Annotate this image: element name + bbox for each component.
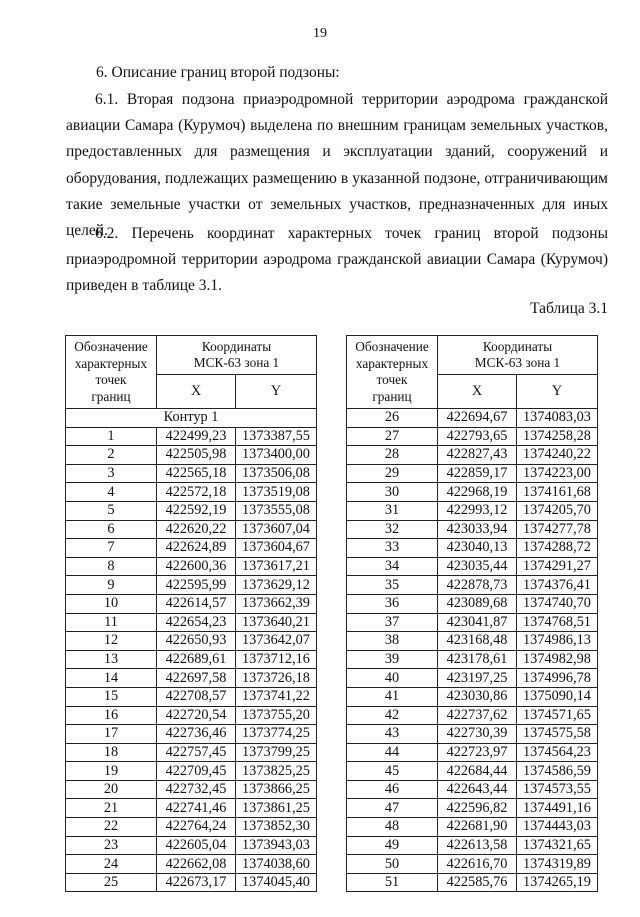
x-coordinate-cell: 423168,48 (438, 632, 517, 651)
table-row (347, 464, 598, 483)
x-coordinate-cell: 422572,18 (157, 483, 236, 502)
table-row (66, 725, 317, 744)
y-coordinate-cell: 1374258,28 (517, 427, 598, 446)
point-number-cell: 27 (347, 427, 438, 446)
point-number-cell: 3 (66, 464, 157, 483)
y-column-header: Y (517, 375, 598, 409)
table-row (66, 855, 317, 874)
x-coordinate-cell: 422624,89 (157, 539, 236, 558)
x-coordinate-cell: 422654,23 (157, 613, 236, 632)
x-coordinate-cell: 422859,17 (438, 464, 517, 483)
y-coordinate-cell: 1375090,14 (517, 687, 598, 706)
x-column-header: X (438, 375, 517, 409)
x-coordinate-cell: 422732,45 (157, 780, 236, 799)
x-coordinate-cell: 422737,62 (438, 706, 517, 725)
y-coordinate-cell: 1374740,70 (517, 594, 598, 613)
table-caption: Таблица 3.1 (530, 300, 608, 317)
table-row (347, 706, 598, 725)
x-coordinate-cell: 422694,67 (438, 409, 517, 428)
point-number-cell: 9 (66, 576, 157, 595)
paragraph-6-1: 6.1. Вторая подзона приаэродромной территории аэродрома гражданской авиации Самара (Курумоч) выделена по внешним границам земельных участков, предоставленных для размещения и эксплуатации зданий, сооружений и оборудования, подлежащих размещению в указанной подзоне, отграничивающим такие земельные участки от земельных участков, предназначенных для иных целей. (66, 91, 608, 240)
coordinates-table-left (65, 335, 317, 892)
x-coordinate-cell: 422614,57 (157, 594, 236, 613)
table-row (347, 855, 598, 874)
point-number-cell: 4 (66, 483, 157, 502)
table-row (347, 818, 598, 837)
point-number-cell: 34 (347, 557, 438, 576)
table-row (66, 650, 317, 669)
y-coordinate-cell: 1374291,27 (517, 557, 598, 576)
y-coordinate-cell: 1374996,78 (517, 669, 598, 688)
point-column-header: Обозначение характерных точек границ (66, 336, 157, 409)
y-coordinate-cell: 1374265,19 (517, 873, 598, 892)
point-number-cell: 39 (347, 650, 438, 669)
y-coordinate-cell: 1373852,30 (236, 818, 317, 837)
table-row (347, 501, 598, 520)
y-coordinate-cell: 1374277,78 (517, 520, 598, 539)
table-row (347, 762, 598, 781)
table-row (347, 557, 598, 576)
page-number: 19 (313, 26, 327, 41)
x-coordinate-cell: 422878,73 (438, 576, 517, 595)
table-row (66, 613, 317, 632)
point-number-cell: 12 (66, 632, 157, 651)
table-row (347, 594, 598, 613)
point-number-cell: 8 (66, 557, 157, 576)
x-coordinate-cell: 422709,45 (157, 762, 236, 781)
point-number-cell: 50 (347, 855, 438, 874)
y-coordinate-cell: 1373712,16 (236, 650, 317, 669)
y-coordinate-cell: 1374083,03 (517, 409, 598, 428)
point-number-cell: 19 (66, 762, 157, 781)
y-coordinate-cell: 1373741,22 (236, 687, 317, 706)
table-row (66, 743, 317, 762)
point-number-cell: 51 (347, 873, 438, 892)
x-coordinate-cell: 422720,54 (157, 706, 236, 725)
y-coordinate-cell: 1373774,25 (236, 725, 317, 744)
table-row (66, 594, 317, 613)
y-coordinate-cell: 1374240,22 (517, 446, 598, 465)
table-row (66, 818, 317, 837)
y-coordinate-cell: 1374321,65 (517, 836, 598, 855)
y-coordinate-cell: 1374038,60 (236, 855, 317, 874)
table-row (66, 836, 317, 855)
point-number-cell: 2 (66, 446, 157, 465)
y-coordinate-cell: 1374564,23 (517, 743, 598, 762)
table-row (347, 409, 598, 428)
y-coordinate-cell: 1373943,03 (236, 836, 317, 855)
x-coordinate-cell: 422616,70 (438, 855, 517, 874)
table-row (66, 669, 317, 688)
x-coordinate-cell: 422673,17 (157, 873, 236, 892)
coordinates-table-right (346, 335, 598, 892)
x-coordinate-cell: 422764,24 (157, 818, 236, 837)
point-number-cell: 28 (347, 446, 438, 465)
point-number-cell: 43 (347, 725, 438, 744)
x-coordinate-cell: 422605,04 (157, 836, 236, 855)
y-coordinate-cell: 1374161,68 (517, 483, 598, 502)
point-number-cell: 29 (347, 464, 438, 483)
x-coordinate-cell: 423041,87 (438, 613, 517, 632)
x-coordinate-cell: 422613,58 (438, 836, 517, 855)
y-coordinate-cell: 1373861,25 (236, 799, 317, 818)
y-coordinate-cell: 1374205,70 (517, 501, 598, 520)
x-coordinate-cell: 422684,44 (438, 762, 517, 781)
y-coordinate-cell: 1373506,08 (236, 464, 317, 483)
x-coordinate-cell: 422757,45 (157, 743, 236, 762)
table-row (66, 446, 317, 465)
point-number-cell: 13 (66, 650, 157, 669)
table-row (66, 762, 317, 781)
point-number-cell: 33 (347, 539, 438, 558)
point-number-cell: 48 (347, 818, 438, 837)
point-number-cell: 16 (66, 706, 157, 725)
x-coordinate-cell: 422793,65 (438, 427, 517, 446)
y-coordinate-cell: 1373607,04 (236, 520, 317, 539)
x-coordinate-cell: 422650,93 (157, 632, 236, 651)
y-coordinate-cell: 1373387,55 (236, 427, 317, 446)
x-coordinate-cell: 422643,44 (438, 780, 517, 799)
point-number-cell: 30 (347, 483, 438, 502)
table-row (66, 632, 317, 651)
table-row (347, 687, 598, 706)
x-coordinate-cell: 422968,19 (438, 483, 517, 502)
point-number-cell: 32 (347, 520, 438, 539)
x-coordinate-cell: 422736,46 (157, 725, 236, 744)
point-number-cell: 24 (66, 855, 157, 874)
x-coordinate-cell: 422697,58 (157, 669, 236, 688)
x-coordinate-cell: 422730,39 (438, 725, 517, 744)
table-row (66, 483, 317, 502)
y-coordinate-cell: 1373799,25 (236, 743, 317, 762)
point-number-cell: 20 (66, 780, 157, 799)
x-coordinate-cell: 422565,18 (157, 464, 236, 483)
y-coordinate-cell: 1373555,08 (236, 501, 317, 520)
point-number-cell: 47 (347, 799, 438, 818)
table-row (347, 669, 598, 688)
x-coordinate-cell: 422723,97 (438, 743, 517, 762)
x-column-header: X (157, 375, 236, 409)
x-coordinate-cell: 422595,99 (157, 576, 236, 595)
table-row (347, 539, 598, 558)
point-number-cell: 14 (66, 669, 157, 688)
y-column-header: Y (236, 375, 317, 409)
y-coordinate-cell: 1373400,00 (236, 446, 317, 465)
point-number-cell: 17 (66, 725, 157, 744)
x-coordinate-cell: 422741,46 (157, 799, 236, 818)
x-coordinate-cell: 423030,86 (438, 687, 517, 706)
x-coordinate-cell: 422620,22 (157, 520, 236, 539)
paragraph-6-2: 6.2. Перечень координат характерных точек границ второй подзоны приаэродромной территории аэродрома гражданской авиации Самара (Курумоч) приведен в таблице 3.1. (66, 225, 608, 295)
y-coordinate-cell: 1373866,25 (236, 780, 317, 799)
point-number-cell: 26 (347, 409, 438, 428)
y-coordinate-cell: 1373642,07 (236, 632, 317, 651)
table-row (347, 780, 598, 799)
y-coordinate-cell: 1374768,51 (517, 613, 598, 632)
point-number-cell: 11 (66, 613, 157, 632)
x-coordinate-cell: 422499,23 (157, 427, 236, 446)
table-row (347, 446, 598, 465)
x-coordinate-cell: 422505,98 (157, 446, 236, 465)
table-row (347, 427, 598, 446)
y-coordinate-cell: 1374376,41 (517, 576, 598, 595)
point-number-cell: 49 (347, 836, 438, 855)
y-coordinate-cell: 1374982,98 (517, 650, 598, 669)
y-coordinate-cell: 1374443,03 (517, 818, 598, 837)
table-row (347, 836, 598, 855)
y-coordinate-cell: 1374573,55 (517, 780, 598, 799)
table-row (66, 539, 317, 558)
y-coordinate-cell: 1373617,21 (236, 557, 317, 576)
table-row (347, 799, 598, 818)
point-number-cell: 37 (347, 613, 438, 632)
table-row (66, 799, 317, 818)
y-coordinate-cell: 1374045,40 (236, 873, 317, 892)
x-coordinate-cell: 422596,82 (438, 799, 517, 818)
y-coordinate-cell: 1374986,13 (517, 632, 598, 651)
x-coordinate-cell: 422600,36 (157, 557, 236, 576)
section-title: 6. Описание границ второй подзоны: (96, 64, 340, 81)
table-row (66, 780, 317, 799)
point-number-cell: 25 (66, 873, 157, 892)
contour-label: Контур 1 (66, 409, 317, 428)
y-coordinate-cell: 1374571,65 (517, 706, 598, 725)
x-coordinate-cell: 423035,44 (438, 557, 517, 576)
table-row (347, 576, 598, 595)
table-row (66, 427, 317, 446)
y-coordinate-cell: 1373629,12 (236, 576, 317, 595)
table-row (347, 483, 598, 502)
point-number-cell: 40 (347, 669, 438, 688)
x-coordinate-cell: 423040,13 (438, 539, 517, 558)
y-coordinate-cell: 1373726,18 (236, 669, 317, 688)
x-coordinate-cell: 422585,76 (438, 873, 517, 892)
y-coordinate-cell: 1374575,58 (517, 725, 598, 744)
table-row (66, 501, 317, 520)
point-number-cell: 23 (66, 836, 157, 855)
x-coordinate-cell: 422827,43 (438, 446, 517, 465)
point-number-cell: 44 (347, 743, 438, 762)
point-number-cell: 45 (347, 762, 438, 781)
coords-column-header: Координаты МСК-63 зона 1 (157, 336, 317, 375)
point-number-cell: 35 (347, 576, 438, 595)
table-row (66, 520, 317, 539)
table-row (66, 687, 317, 706)
table-row (66, 873, 317, 892)
table-row (66, 464, 317, 483)
x-coordinate-cell: 423089,68 (438, 594, 517, 613)
point-number-cell: 1 (66, 427, 157, 446)
x-coordinate-cell: 422681,90 (438, 818, 517, 837)
y-coordinate-cell: 1373662,39 (236, 594, 317, 613)
y-coordinate-cell: 1374586,59 (517, 762, 598, 781)
point-number-cell: 18 (66, 743, 157, 762)
y-coordinate-cell: 1373604,67 (236, 539, 317, 558)
x-coordinate-cell: 422662,08 (157, 855, 236, 874)
x-coordinate-cell: 423033,94 (438, 520, 517, 539)
y-coordinate-cell: 1373640,21 (236, 613, 317, 632)
y-coordinate-cell: 1374223,00 (517, 464, 598, 483)
point-number-cell: 46 (347, 780, 438, 799)
point-number-cell: 22 (66, 818, 157, 837)
table-row (347, 725, 598, 744)
table-row (66, 557, 317, 576)
table-row (347, 650, 598, 669)
y-coordinate-cell: 1373755,20 (236, 706, 317, 725)
table-row (66, 576, 317, 595)
coords-column-header: Координаты МСК-63 зона 1 (438, 336, 598, 375)
point-number-cell: 38 (347, 632, 438, 651)
table-row (66, 706, 317, 725)
x-coordinate-cell: 422993,12 (438, 501, 517, 520)
point-number-cell: 7 (66, 539, 157, 558)
point-column-header: Обозначение характерных точек границ (347, 336, 438, 409)
point-number-cell: 6 (66, 520, 157, 539)
point-number-cell: 31 (347, 501, 438, 520)
table-row (347, 613, 598, 632)
x-coordinate-cell: 422689,61 (157, 650, 236, 669)
table-row (347, 520, 598, 539)
y-coordinate-cell: 1374491,16 (517, 799, 598, 818)
table-row (347, 632, 598, 651)
y-coordinate-cell: 1373825,25 (236, 762, 317, 781)
y-coordinate-cell: 1374319,89 (517, 855, 598, 874)
point-number-cell: 41 (347, 687, 438, 706)
x-coordinate-cell: 422592,19 (157, 501, 236, 520)
x-coordinate-cell: 423197,25 (438, 669, 517, 688)
point-number-cell: 5 (66, 501, 157, 520)
point-number-cell: 42 (347, 706, 438, 725)
point-number-cell: 21 (66, 799, 157, 818)
x-coordinate-cell: 422708,57 (157, 687, 236, 706)
table-row (347, 743, 598, 762)
y-coordinate-cell: 1373519,08 (236, 483, 317, 502)
point-number-cell: 10 (66, 594, 157, 613)
point-number-cell: 36 (347, 594, 438, 613)
point-number-cell: 15 (66, 687, 157, 706)
x-coordinate-cell: 423178,61 (438, 650, 517, 669)
y-coordinate-cell: 1374288,72 (517, 539, 598, 558)
table-row (347, 873, 598, 892)
